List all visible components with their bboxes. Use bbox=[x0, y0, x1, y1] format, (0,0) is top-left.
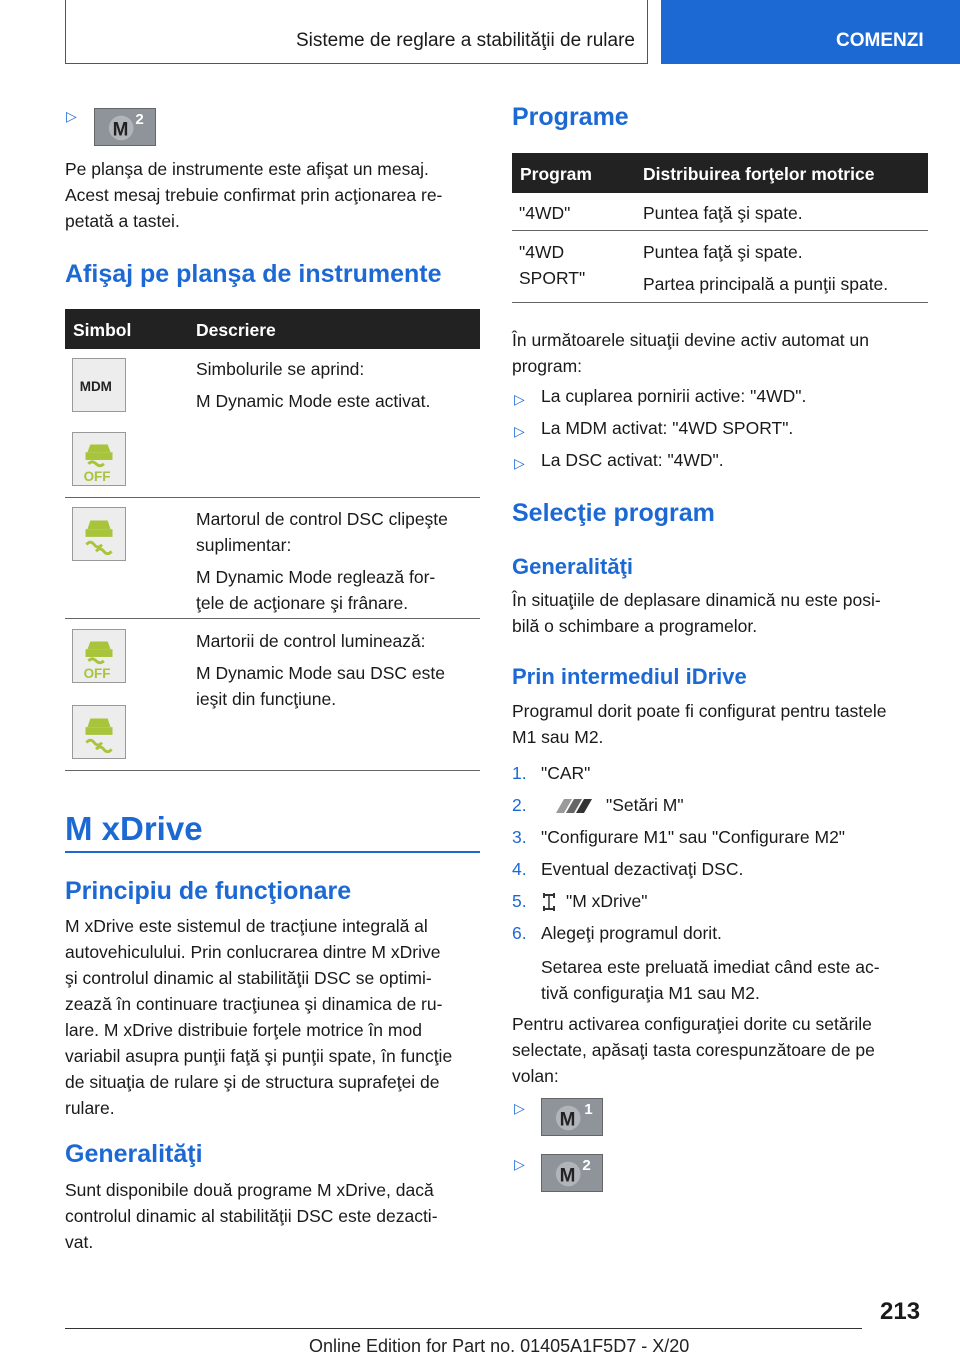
step-number: 6. bbox=[512, 923, 527, 943]
m1-button-icon bbox=[541, 1098, 603, 1136]
programs-table-header bbox=[512, 153, 928, 193]
step-number: 4. bbox=[512, 859, 527, 879]
selection-heading: Selecţie program bbox=[512, 499, 715, 527]
auto-paragraph: În următoarele situaţii devine activ automat un program: bbox=[512, 330, 869, 376]
program-4wd-desc: Puntea faţă şi spate. bbox=[643, 203, 803, 223]
bullet-triangle-icon: ▷ bbox=[514, 423, 525, 439]
step-number: 5. bbox=[512, 891, 527, 911]
col-distribution: Distribuirea forţelor motrice bbox=[643, 164, 875, 184]
tab-label: COMENZI bbox=[836, 30, 924, 51]
svg-text:OFF: OFF bbox=[83, 469, 111, 485]
m2-button-icon bbox=[94, 108, 156, 146]
step-number: 1. bbox=[512, 763, 527, 783]
step-number: 3. bbox=[512, 827, 527, 847]
svg-text:M: M bbox=[559, 1109, 576, 1131]
page-number: 213 bbox=[880, 1298, 921, 1325]
table-divider bbox=[65, 770, 480, 771]
step-text: "CAR" bbox=[541, 763, 591, 783]
m1-digit: 1 bbox=[584, 1101, 593, 1119]
mdm-icon bbox=[72, 358, 126, 412]
table-divider bbox=[512, 302, 928, 303]
svg-text:M: M bbox=[559, 1165, 576, 1187]
program-4wd-sport-desc: Puntea faţă şi spate. Partea principală a punţii spate. bbox=[643, 242, 889, 294]
xdrive-icon bbox=[541, 893, 557, 911]
table-divider bbox=[65, 618, 480, 619]
auto-item: La MDM activat: "4WD SPORT". bbox=[541, 418, 794, 438]
step-text: "Configurare M1" sau "Configurare M2" bbox=[541, 827, 846, 847]
idrive-paragraph: Programul dorit poate fi configurat pentru tastele M1 sau M2. bbox=[512, 701, 887, 747]
m2-button-icon bbox=[541, 1154, 603, 1192]
svg-text:OFF: OFF bbox=[83, 666, 111, 682]
step6-note: Setarea este preluată imediat când este ac- tivă configuraţia M1 sau M2. bbox=[541, 957, 880, 1003]
col-simbol: Simbol bbox=[73, 320, 132, 340]
tab-comenzi[interactable] bbox=[661, 0, 960, 64]
bullet-triangle-icon: ▷ bbox=[514, 391, 525, 407]
step-number: 2. bbox=[512, 795, 527, 815]
intro-paragraph: Pe planşa de instrumente este afişat un mesaj. Acest mesaj trebuie confirmat prin acţionarea re- petată a tastei. bbox=[65, 159, 443, 231]
symbols-table-header bbox=[65, 309, 480, 349]
general-paragraph: În situaţiile de deplasare dinamică nu este posi- bilă o schimbare a programelor. bbox=[512, 590, 881, 636]
general-paragraph: Sunt disponibile două programe M xDrive, dacă controlul dinamic al stabilităţii DSC este dezacti- vat. bbox=[65, 1180, 438, 1252]
row1-desc: Simbolurile se aprind: M Dynamic Mode este activat. bbox=[196, 359, 431, 411]
program-4wd-sport: "4WD SPORT" bbox=[519, 242, 586, 288]
dsc-icon bbox=[72, 705, 126, 759]
auto-item: La cuplarea pornirii active: "4WD". bbox=[541, 386, 807, 406]
step-text: "Setări M" bbox=[606, 795, 684, 815]
principle-heading: Principiu de funcţionare bbox=[65, 877, 352, 905]
m-stripes-icon bbox=[550, 799, 596, 813]
m-letter: M bbox=[112, 119, 129, 141]
bullet-triangle-icon: ▷ bbox=[514, 1100, 525, 1116]
table-divider bbox=[512, 230, 928, 231]
step-text: "M xDrive" bbox=[566, 891, 648, 911]
bullet-triangle-icon: ▷ bbox=[514, 455, 525, 471]
step-text: Eventual dezactivaţi DSC. bbox=[541, 859, 744, 879]
auto-item: La DSC activat: "4WD". bbox=[541, 450, 724, 470]
row3-desc: Martorii de control luminează: M Dynamic Mode sau DSC este ieşit din funcţiune. bbox=[196, 631, 445, 709]
col-program: Program bbox=[520, 164, 592, 184]
bullet-triangle-icon: ▷ bbox=[514, 1156, 525, 1172]
table-divider bbox=[65, 497, 480, 498]
activate-paragraph: Pentru activarea configuraţiei dorite cu setările selectate, apăsaţi tasta corespunzătoare de pe volan: bbox=[512, 1014, 875, 1086]
svg-text:MDM: MDM bbox=[79, 378, 112, 394]
general-subheading: Generalităţi bbox=[512, 554, 634, 579]
m2-digit: 2 bbox=[135, 111, 144, 129]
principle-paragraph: M xDrive este sistemul de tracţiune integrală al autovehiculului. Prin conlucrarea dintre M xDrive şi controlul dinamic al stabilităţii DSC se optimi- zează în continuare tracţiunea şi dinamica de ru- lare. M xDrive distribuie forţele motrice în mod variabil asupra punţii faţă şi punţii spate, în funcţie de situaţia de rulare şi de structura suprafeţei de rulare. bbox=[65, 916, 453, 1118]
step-text: Alegeţi programul dorit. bbox=[541, 923, 722, 943]
dsc-off-icon bbox=[72, 629, 126, 683]
edition-text: Online Edition for Part no. 01405A1F5D7 - X/20 bbox=[309, 1336, 690, 1356]
chapter-title: Sisteme de reglare a stabilităţii de rulare bbox=[295, 30, 635, 51]
programs-heading: Programe bbox=[512, 103, 629, 131]
section-title: M xDrive bbox=[65, 810, 203, 847]
row2-desc: Martorul de control DSC clipeşte suplimentar: M Dynamic Mode reglează for- ţele de acţionare şi frânare. bbox=[196, 509, 448, 613]
bullet-triangle-icon: ▷ bbox=[66, 108, 77, 124]
dsc-off-icon bbox=[72, 432, 126, 486]
footer-rule bbox=[65, 1328, 862, 1329]
display-heading: Afişaj pe planşa de instrumente bbox=[65, 260, 442, 288]
dsc-icon bbox=[72, 507, 126, 561]
section-rule bbox=[65, 851, 480, 853]
header-box bbox=[65, 0, 648, 64]
idrive-heading: Prin intermediul iDrive bbox=[512, 664, 747, 689]
program-4wd: "4WD" bbox=[519, 203, 571, 223]
svg-text:2: 2 bbox=[582, 1157, 591, 1175]
general-heading: Generalităţi bbox=[65, 1140, 203, 1168]
col-descriere: Descriere bbox=[196, 320, 276, 340]
